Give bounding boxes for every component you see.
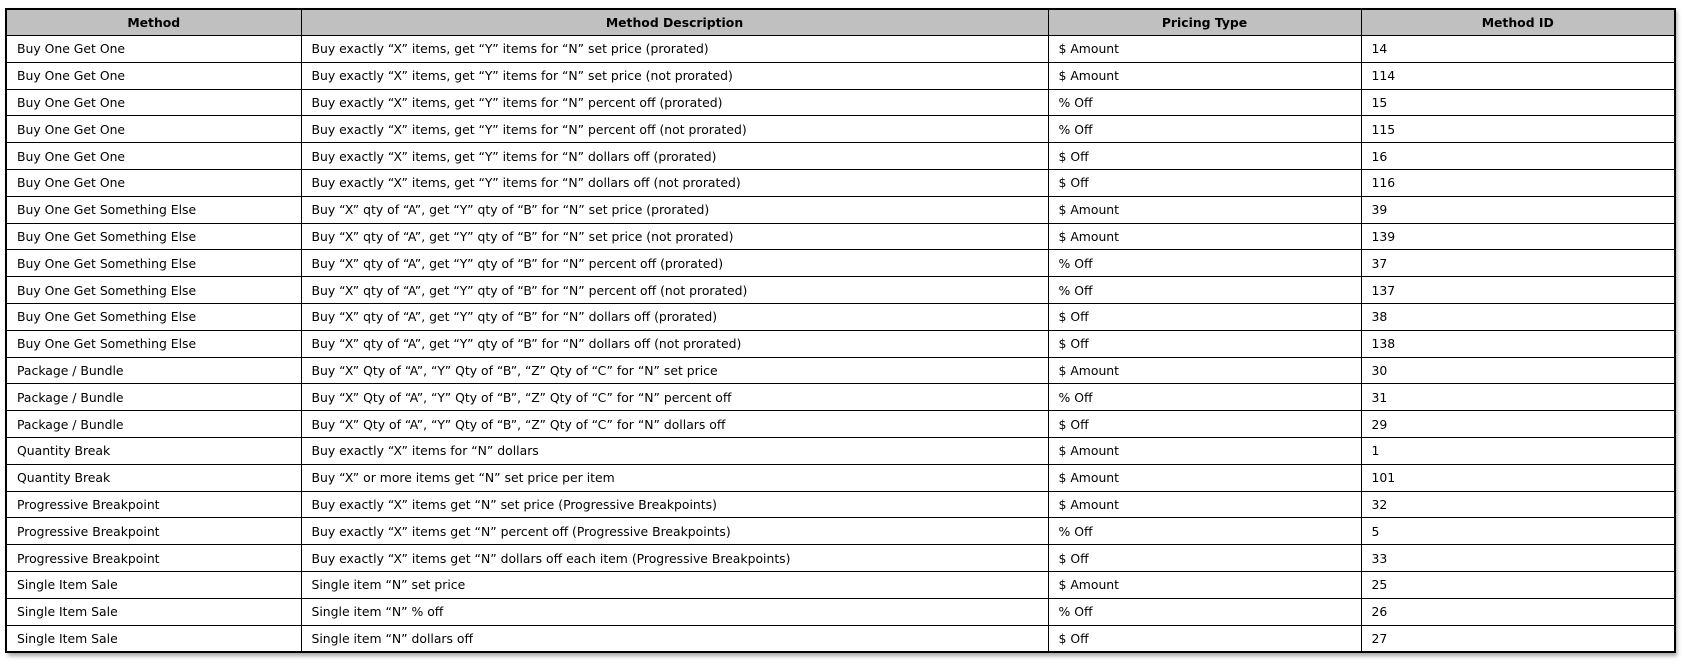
cell-method: Package / Bundle xyxy=(6,357,301,384)
cell-method-id: 39 xyxy=(1361,196,1675,223)
table-header xyxy=(6,9,1675,36)
cell-pricing-type: $ Off xyxy=(1048,545,1361,572)
cell-method: Buy One Get One xyxy=(6,36,301,63)
cell-method-id: 25 xyxy=(1361,571,1675,598)
cell-pricing-type: $ Amount xyxy=(1048,464,1361,491)
cell-method-id: 101 xyxy=(1361,464,1675,491)
table-row xyxy=(6,143,1675,170)
table-row xyxy=(6,571,1675,598)
cell-method: Buy One Get One xyxy=(6,169,301,196)
table-row xyxy=(6,223,1675,250)
table-row xyxy=(6,384,1675,411)
cell-method: Buy One Get Something Else xyxy=(6,277,301,304)
cell-method-description: Single item “N” set price xyxy=(301,571,1048,598)
cell-method-description: Buy exactly “X” items get “N” dollars off each item (Progressive Breakpoints) xyxy=(301,545,1048,572)
cell-method: Single Item Sale xyxy=(6,598,301,625)
cell-method-id: 114 xyxy=(1361,62,1675,89)
cell-method-description: Buy “X” qty of “A”, get “Y” qty of “B” for “N” percent off (not prorated) xyxy=(301,277,1048,304)
cell-method-description: Buy exactly “X” items, get “Y” items for “N” percent off (prorated) xyxy=(301,89,1048,116)
table-row xyxy=(6,598,1675,625)
table-row xyxy=(6,625,1675,652)
cell-pricing-type: % Off xyxy=(1048,518,1361,545)
cell-method-description: Buy exactly “X” items get “N” percent off (Progressive Breakpoints) xyxy=(301,518,1048,545)
cell-method-id: 139 xyxy=(1361,223,1675,250)
cell-method-description: Buy “X” qty of “A”, get “Y” qty of “B” for “N” dollars off (prorated) xyxy=(301,303,1048,330)
cell-method-id: 27 xyxy=(1361,625,1675,652)
cell-method-description: Buy exactly “X” items, get “Y” items for “N” set price (prorated) xyxy=(301,36,1048,63)
cell-pricing-type: % Off xyxy=(1048,250,1361,277)
cell-method-description: Buy “X” Qty of “A”, “Y” Qty of “B”, “Z” Qty of “C” for “N” dollars off xyxy=(301,411,1048,438)
cell-method-id: 29 xyxy=(1361,411,1675,438)
cell-method-id: 32 xyxy=(1361,491,1675,518)
table-row xyxy=(6,196,1675,223)
cell-pricing-type: $ Amount xyxy=(1048,357,1361,384)
cell-method-description: Single item “N” dollars off xyxy=(301,625,1048,652)
cell-method-id: 31 xyxy=(1361,384,1675,411)
cell-method-description: Buy “X” Qty of “A”, “Y” Qty of “B”, “Z” Qty of “C” for “N” set price xyxy=(301,357,1048,384)
column-header-method-description: Method Description xyxy=(301,9,1048,36)
cell-pricing-type: % Off xyxy=(1048,89,1361,116)
table-row xyxy=(6,518,1675,545)
cell-pricing-type: $ Off xyxy=(1048,330,1361,357)
cell-method: Buy One Get One xyxy=(6,89,301,116)
pricing-methods-table xyxy=(5,8,1676,653)
cell-method-id: 37 xyxy=(1361,250,1675,277)
cell-pricing-type: % Off xyxy=(1048,598,1361,625)
cell-method-id: 26 xyxy=(1361,598,1675,625)
cell-method: Buy One Get Something Else xyxy=(6,303,301,330)
cell-pricing-type: $ Off xyxy=(1048,303,1361,330)
cell-method-id: 14 xyxy=(1361,36,1675,63)
cell-method-description: Buy exactly “X” items, get “Y” items for “N” dollars off (prorated) xyxy=(301,143,1048,170)
cell-method: Quantity Break xyxy=(6,464,301,491)
table-row xyxy=(6,169,1675,196)
cell-method-description: Buy “X” or more items get “N” set price per item xyxy=(301,464,1048,491)
cell-method-id: 38 xyxy=(1361,303,1675,330)
cell-method: Buy One Get One xyxy=(6,143,301,170)
cell-method: Package / Bundle xyxy=(6,411,301,438)
cell-method: Buy One Get Something Else xyxy=(6,196,301,223)
cell-pricing-type: % Off xyxy=(1048,277,1361,304)
cell-pricing-type: $ Amount xyxy=(1048,491,1361,518)
cell-method-description: Buy “X” qty of “A”, get “Y” qty of “B” for “N” dollars off (not prorated) xyxy=(301,330,1048,357)
cell-method-id: 137 xyxy=(1361,277,1675,304)
cell-method-id: 16 xyxy=(1361,143,1675,170)
cell-method-id: 33 xyxy=(1361,545,1675,572)
cell-pricing-type: $ Amount xyxy=(1048,571,1361,598)
cell-method: Progressive Breakpoint xyxy=(6,518,301,545)
cell-method-id: 5 xyxy=(1361,518,1675,545)
cell-method-description: Buy exactly “X” items get “N” set price (Progressive Breakpoints) xyxy=(301,491,1048,518)
cell-method-description: Buy “X” qty of “A”, get “Y” qty of “B” for “N” set price (prorated) xyxy=(301,196,1048,223)
table-row xyxy=(6,330,1675,357)
cell-pricing-type: $ Off xyxy=(1048,169,1361,196)
table-body xyxy=(6,36,1675,653)
cell-method: Buy One Get One xyxy=(6,62,301,89)
cell-pricing-type: % Off xyxy=(1048,116,1361,143)
cell-pricing-type: $ Amount xyxy=(1048,36,1361,63)
table-row xyxy=(6,277,1675,304)
column-header-pricing-type: Pricing Type xyxy=(1048,9,1361,36)
cell-pricing-type: $ Amount xyxy=(1048,437,1361,464)
column-header-method: Method xyxy=(6,9,301,36)
column-header-method-id: Method ID xyxy=(1361,9,1675,36)
table-row xyxy=(6,250,1675,277)
table-row xyxy=(6,357,1675,384)
cell-method: Buy One Get Something Else xyxy=(6,330,301,357)
pricing-methods-table-container xyxy=(5,8,1674,653)
cell-pricing-type: $ Off xyxy=(1048,625,1361,652)
cell-method-id: 138 xyxy=(1361,330,1675,357)
cell-method-description: Buy exactly “X” items, get “Y” items for “N” dollars off (not prorated) xyxy=(301,169,1048,196)
table-row xyxy=(6,303,1675,330)
table-row xyxy=(6,62,1675,89)
cell-method-description: Buy exactly “X” items for “N” dollars xyxy=(301,437,1048,464)
cell-method-description: Buy exactly “X” items, get “Y” items for “N” set price (not prorated) xyxy=(301,62,1048,89)
cell-method: Buy One Get One xyxy=(6,116,301,143)
table-row xyxy=(6,491,1675,518)
cell-method: Buy One Get Something Else xyxy=(6,250,301,277)
cell-method-description: Buy “X” qty of “A”, get “Y” qty of “B” for “N” set price (not prorated) xyxy=(301,223,1048,250)
cell-method: Single Item Sale xyxy=(6,571,301,598)
table-row xyxy=(6,89,1675,116)
cell-pricing-type: $ Off xyxy=(1048,143,1361,170)
cell-method-id: 115 xyxy=(1361,116,1675,143)
cell-method: Package / Bundle xyxy=(6,384,301,411)
cell-method: Progressive Breakpoint xyxy=(6,545,301,572)
header-row xyxy=(6,9,1675,36)
cell-method: Quantity Break xyxy=(6,437,301,464)
cell-pricing-type: % Off xyxy=(1048,384,1361,411)
table-row xyxy=(6,36,1675,63)
cell-method: Buy One Get Something Else xyxy=(6,223,301,250)
table-row xyxy=(6,545,1675,572)
cell-method-description: Buy “X” Qty of “A”, “Y” Qty of “B”, “Z” Qty of “C” for “N” percent off xyxy=(301,384,1048,411)
cell-pricing-type: $ Off xyxy=(1048,411,1361,438)
cell-method-id: 1 xyxy=(1361,437,1675,464)
table-row xyxy=(6,116,1675,143)
cell-method-description: Buy exactly “X” items, get “Y” items for “N” percent off (not prorated) xyxy=(301,116,1048,143)
cell-method-id: 30 xyxy=(1361,357,1675,384)
cell-method-description: Buy “X” qty of “A”, get “Y” qty of “B” for “N” percent off (prorated) xyxy=(301,250,1048,277)
cell-method: Progressive Breakpoint xyxy=(6,491,301,518)
cell-method-description: Single item “N” % off xyxy=(301,598,1048,625)
cell-pricing-type: $ Amount xyxy=(1048,196,1361,223)
table-row xyxy=(6,411,1675,438)
cell-pricing-type: $ Amount xyxy=(1048,62,1361,89)
cell-method-id: 116 xyxy=(1361,169,1675,196)
table-row xyxy=(6,464,1675,491)
cell-method: Single Item Sale xyxy=(6,625,301,652)
cell-method-id: 15 xyxy=(1361,89,1675,116)
cell-pricing-type: $ Amount xyxy=(1048,223,1361,250)
table-row xyxy=(6,437,1675,464)
